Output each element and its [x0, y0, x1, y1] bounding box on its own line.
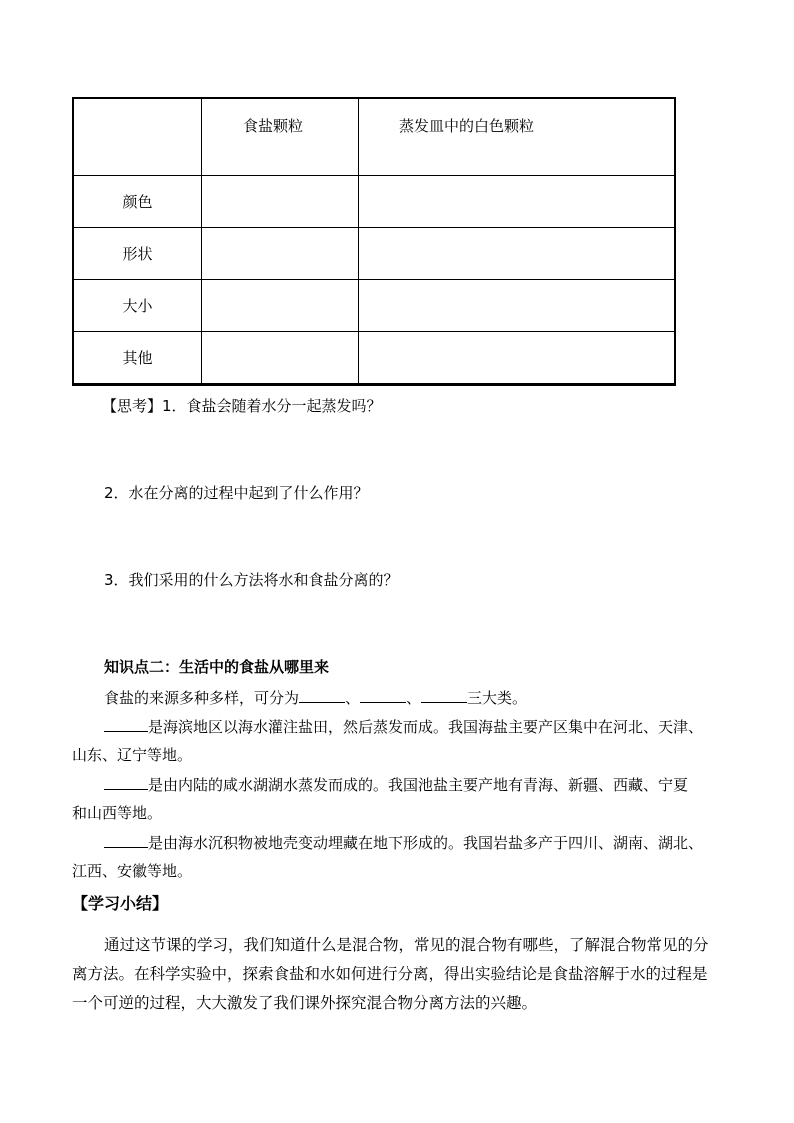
table-header-cell: 食盐颗粒: [202, 98, 359, 176]
observation-table: [72, 97, 676, 386]
row-label: 颜色: [73, 176, 202, 228]
knowledge-intro: [104, 687, 527, 708]
separator: 、: [406, 689, 422, 707]
table-header-cell: 蒸发皿中的白色颗粒: [359, 98, 675, 176]
table-cell: [359, 280, 675, 332]
table-header-row: [73, 98, 675, 176]
fill-blank: [360, 687, 406, 703]
intro-text-end: 三大类。: [467, 689, 528, 707]
fill-blank: [104, 774, 148, 790]
lake-salt-text: 是由内陆的咸水湖湖水蒸发而成的。我国池盐主要产地有青海、新疆、西藏、宁夏: [148, 776, 689, 794]
lake-salt-paragraph: [104, 774, 688, 795]
table-cell: [359, 332, 675, 385]
fill-blank: [104, 716, 148, 732]
table-row: [73, 176, 675, 228]
table-cell: [202, 280, 359, 332]
table-cell: [202, 176, 359, 228]
intro-text: 食盐的来源多种多样，可分为: [104, 689, 300, 707]
rock-salt-paragraph: [104, 832, 703, 853]
summary-body: 通过这节课的学习，我们知道什么是混合物，常见的混合物有哪些，了解混合物常见的分离方法。在科学实验中，探索食盐和水如何进行分离，得出实验结论是食盐溶解于水的过程是一个可逆的过程，大大激发了我们课外探究混合物分离方法的兴趣。: [72, 936, 709, 1012]
table-row: [73, 280, 675, 332]
think-question-1: 【思考】1．食盐会随着水分一起蒸发吗？: [102, 397, 382, 415]
rock-salt-text: 是由海水沉积物被地壳变动埋藏在地下形成的。我国岩盐多产于四川、湖南、湖北、: [148, 834, 704, 852]
row-label: 大小: [73, 280, 202, 332]
separator: 、: [345, 689, 361, 707]
table-row: [73, 332, 675, 385]
sea-salt-continued: 山东、辽宁等地。: [72, 746, 193, 764]
rock-salt-continued: 江西、安徽等地。: [72, 862, 193, 880]
fill-blank: [104, 832, 148, 848]
row-label: 形状: [73, 228, 202, 280]
sea-salt-text: 是海滨地区以海水灌注盐田，然后蒸发而成。我国海盐主要产区集中在河北、天津、: [148, 718, 704, 736]
knowledge-title: 知识点二：生活中的食盐从哪里来: [104, 658, 330, 676]
table-header-cell: [73, 98, 202, 176]
think-question-2: 2．水在分离的过程中起到了什么作用？: [104, 484, 369, 502]
table-row: [73, 228, 675, 280]
fill-blank: [299, 687, 345, 703]
fill-blank: [421, 687, 467, 703]
table-cell: [202, 332, 359, 385]
table-cell: [359, 176, 675, 228]
table-cell: [359, 228, 675, 280]
lake-salt-continued: 和山西等地。: [72, 804, 163, 822]
row-label: 其他: [73, 332, 202, 385]
summary-title: 【学习小结】: [72, 894, 169, 913]
sea-salt-paragraph: [104, 716, 703, 737]
think-question-3: 3．我们采用的什么方法将水和食盐分离的？: [104, 571, 399, 589]
table-cell: [202, 228, 359, 280]
